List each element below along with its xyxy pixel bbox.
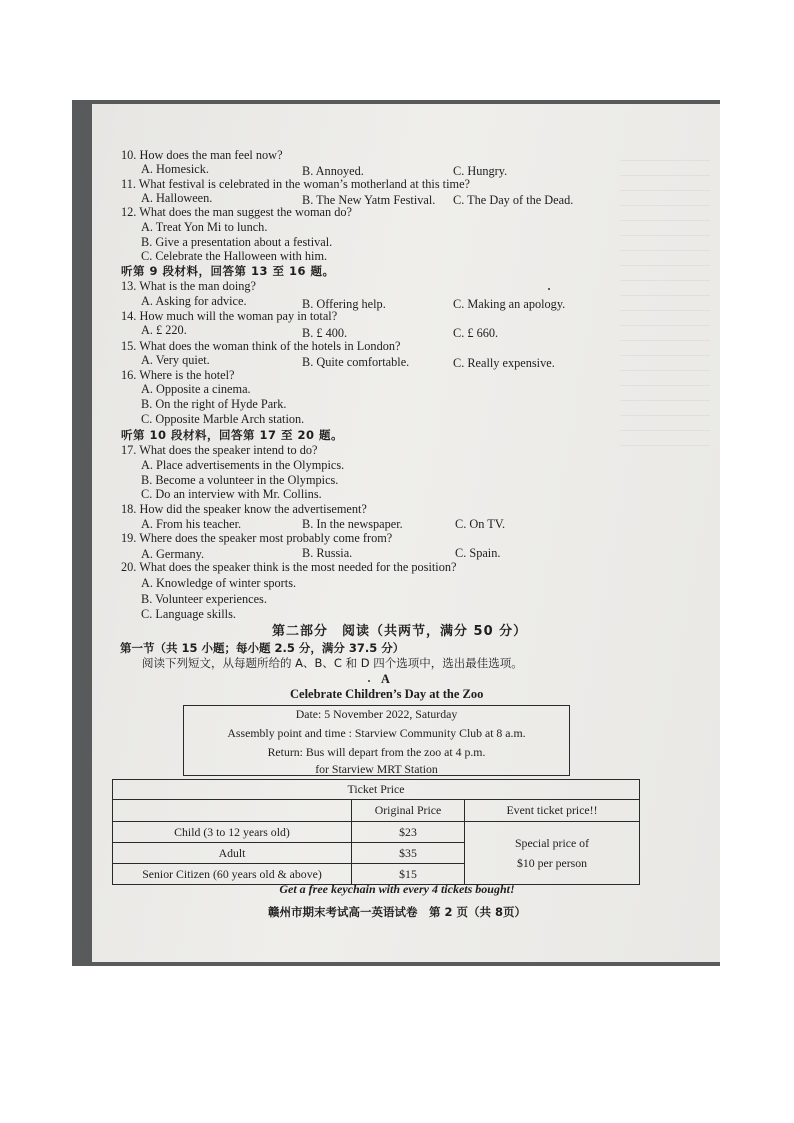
option-10c: C. Hungry. [453, 164, 508, 178]
option-20a: A. Knowledge of winter sports. [141, 576, 297, 590]
part-two-heading: 第二部分 阅读（共两节，满分 50 分） [272, 624, 528, 639]
question-17: 17. What does the speaker intend to do? [121, 443, 318, 457]
event-price-header: Event ticket price!! [465, 800, 640, 822]
ticket-row-price: $23 [352, 822, 465, 843]
listening-instruction-9: 听第 9 段材料，回答第 13 至 16 题。 [121, 264, 335, 278]
option-13b: B. Offering help. [302, 297, 386, 311]
question-12: 12. What does the man suggest the woman do? [121, 205, 352, 219]
option-15b: B. Quite comfortable. [302, 355, 410, 369]
event-info-box [183, 705, 570, 776]
question-19: 19. Where does the speaker most probably come from? [121, 531, 393, 545]
ticket-row-label: Senior Citizen (60 years old & above) [113, 864, 352, 885]
return-destination: for Starview MRT Station [315, 762, 438, 776]
option-17c: C. Do an interview with Mr. Collins. [141, 487, 322, 501]
ticket-row-label: Child (3 to 12 years old) [113, 822, 352, 843]
special-price-line1: Special price of [514, 836, 590, 850]
option-11c: C. The Day of the Dead. [453, 193, 574, 207]
option-12b: B. Give a presentation about a festival. [141, 235, 333, 249]
question-11: 11. What festival is celebrated in the woman’s motherland at this time? [121, 177, 470, 191]
option-11a: A. Halloween. [141, 191, 213, 205]
option-17a: A. Place advertisements in the Olympics. [141, 458, 345, 472]
assembly-point: Assembly point and time : Starview Community Club at 8 a.m. [227, 726, 526, 740]
page-footer: 赣州市期末考试高一英语试卷 第 2 页（共 8页） [267, 905, 526, 919]
option-19c: C. Spain. [455, 546, 501, 560]
ticket-row-price: $15 [352, 864, 465, 885]
option-20b: B. Volunteer experiences. [141, 592, 267, 606]
option-14b: B. £ 400. [302, 326, 348, 340]
return-info: Return: Bus will depart from the zoo at 4 p.m. [267, 745, 486, 759]
empty-header-cell [113, 800, 352, 822]
ticket-table-header: Ticket Price [113, 780, 640, 800]
option-18c: C. On TV. [455, 517, 506, 531]
option-19a: A. Germany. [141, 547, 205, 561]
option-13a: A. Asking for advice. [141, 294, 247, 308]
event-date: Date: 5 November 2022, Saturday [295, 707, 458, 721]
option-19b: B. Russia. [302, 546, 353, 560]
option-16a: A. Opposite a cinema. [141, 382, 251, 396]
option-15c: C. Really expensive. [453, 356, 555, 370]
passage-letter: A [381, 672, 390, 686]
passage-title: Celebrate Children’s Day at the Zoo [290, 687, 484, 701]
question-10: 10. How does the man feel now? [121, 148, 283, 162]
question-14: 14. How much will the woman pay in total? [121, 309, 338, 323]
option-17b: B. Become a volunteer in the Olympics. [141, 473, 339, 487]
ticket-price-table [112, 779, 640, 885]
reading-instruction: 阅读下列短文，从每题所给的 A、B、C 和 D 四个选项中，选出最佳选项。 [142, 656, 523, 670]
option-10a: A. Homesick. [141, 162, 209, 176]
question-18: 18. How did the speaker know the advertisement? [121, 502, 367, 516]
listening-instruction-10: 听第 10 段材料，回答第 17 至 20 题。 [121, 428, 344, 442]
option-12c: C. Celebrate the Halloween with him. [141, 249, 328, 263]
special-price-line2: $10 per person [516, 856, 588, 870]
option-13c: C. Making an apology. [453, 297, 566, 311]
option-16c: C. Opposite Marble Arch station. [141, 412, 305, 426]
ticket-row-price: $35 [352, 843, 465, 864]
question-20: 20. What does the speaker think is the most needed for the position? [121, 560, 457, 574]
option-15a: A. Very quiet. [141, 353, 210, 367]
ticket-row-label: Adult [113, 843, 352, 864]
question-13: 13. What is the man doing? [121, 279, 257, 293]
option-11b: B. The New Yatm Festival. [302, 193, 436, 207]
bleed-through-texture [620, 150, 710, 450]
special-price-cell [465, 822, 640, 885]
question-15: 15. What does the woman think of the hotels in London? [121, 339, 401, 353]
speck [548, 288, 550, 290]
option-10b: B. Annoyed. [302, 164, 364, 178]
option-18b: B. In the newspaper. [302, 517, 403, 531]
option-16b: B. On the right of Hyde Park. [141, 397, 287, 411]
option-20c: C. Language skills. [141, 607, 236, 621]
option-14c: C. £ 660. [453, 326, 499, 340]
option-18a: A. From his teacher. [141, 517, 242, 531]
original-price-header: Original Price [352, 800, 465, 822]
speck [368, 680, 370, 682]
option-14a: A. £ 220. [141, 323, 187, 337]
question-16: 16. Where is the hotel? [121, 368, 235, 382]
keychain-note: Get a free keychain with every 4 tickets bought! [279, 882, 515, 896]
section-one-heading: 第一节（共 15 小题；每小题 2.5 分，满分 37.5 分） [120, 641, 405, 655]
option-12a: A. Treat Yon Mi to lunch. [141, 220, 268, 234]
